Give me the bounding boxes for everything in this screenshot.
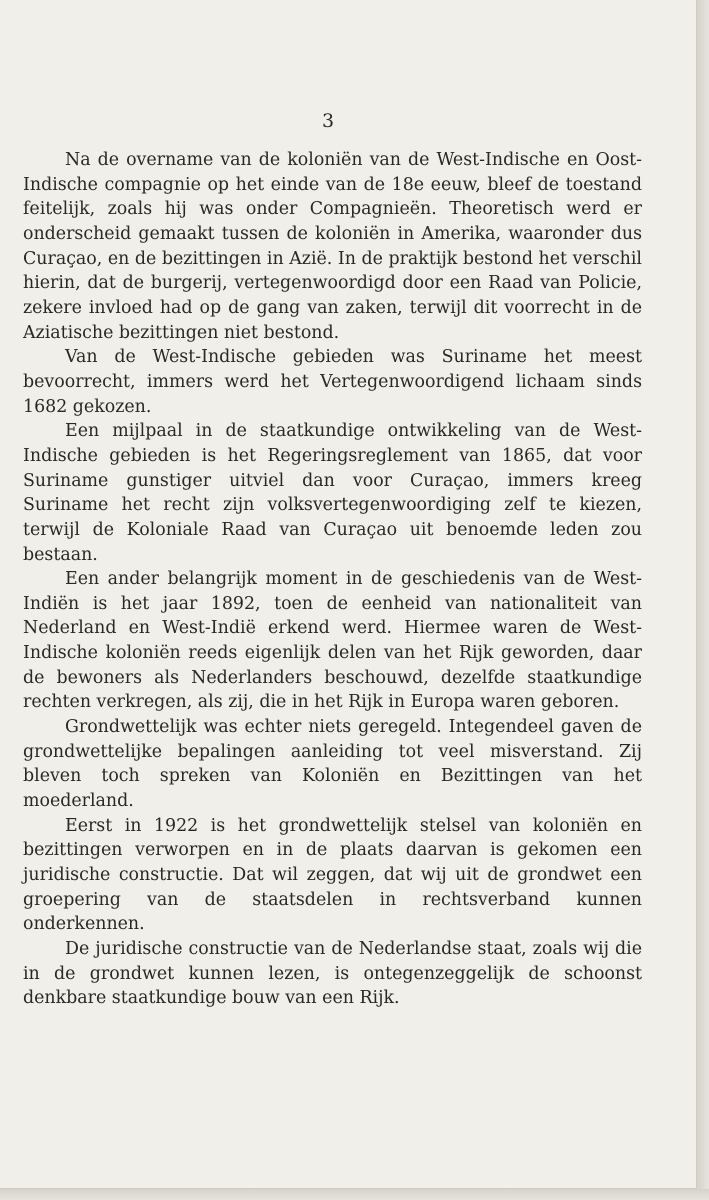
page-edge-right (697, 0, 709, 1200)
body-text (23, 148, 642, 1011)
paragraph: Grondwettelijk was echter niets geregeld. Integendeel gaven de grondwettelijke bepalingen aanleiding tot veel misverstand. Zij bleven toch spreken van Koloniën en Bezittingen van het moederland. (23, 717, 642, 812)
paragraph: Een mijlpaal in de staatkundige ontwikkeling van de West-Indische gebieden is het Regeringsreglement van 1865, dat voor Suriname gunstiger uitviel dan voor Curaçao, immers kreeg Suriname het recht zijn volksvertegenwoordiging zelf te kiezen, terwijl de Koloniale Raad van Curaçao uit benoemde leden zou bestaan. (23, 421, 642, 565)
paragraph: Eerst in 1922 is het grondwettelijk stelsel van koloniën en bezittingen verworpen en in de plaats daarvan is gekomen een juridische constructie. Dat wil zeggen, dat wij uit de grondwet een groepering van de staatsdelen in rechtsverband kunnen onderkennen. (23, 815, 642, 935)
paragraph: Een ander belangrijk moment in de geschiedenis van de West-Indiën is het jaar 1892, toen de eenheid van nationaliteit van Nederland en West-Indië erkend werd. Hiermee waren de West-Indische koloniën reeds eigenlijk delen van het Rijk geworden, daar de bewoners als Nederlanders beschouwd, dezelfde staatkundige rechten verkregen, als zij, die in het Rijk in Europa waren geboren. (23, 569, 642, 713)
paragraph: Na de overname van de koloniën van de West-Indische en Oost-Indische compagnie op het einde van de 18e eeuw, bleef de toestand feitelijk, zoals hij was onder Compagnieën. Theoretisch werd er onderscheid gemaakt tussen de koloniën in Amerika, waaronder dus Curaçao, en de bezittingen in Azië. In de praktijk bestond het verschil hierin, dat de burgerij, vertegenwoordigd door een Raad van Policie, zekere invloed had op de gang van zaken, terwijl dit voorrecht in de Aziatische bezittingen niet bestond. (23, 150, 642, 343)
page-edge-bottom (0, 1189, 709, 1200)
paragraph: De juridische constructie van de Nederlandse staat, zoals wij die in de grondwet kunnen lezen, is ontegenzeggelijk de schoonst denkbare staatkundige bouw van een Rijk. (23, 939, 642, 1009)
paragraph: Van de West-Indische gebieden was Suriname het meest bevoorrecht, immers werd het Vertegenwoordigend lichaam sinds 1682 gekozen. (23, 347, 642, 417)
page-number: 3 (321, 110, 335, 132)
